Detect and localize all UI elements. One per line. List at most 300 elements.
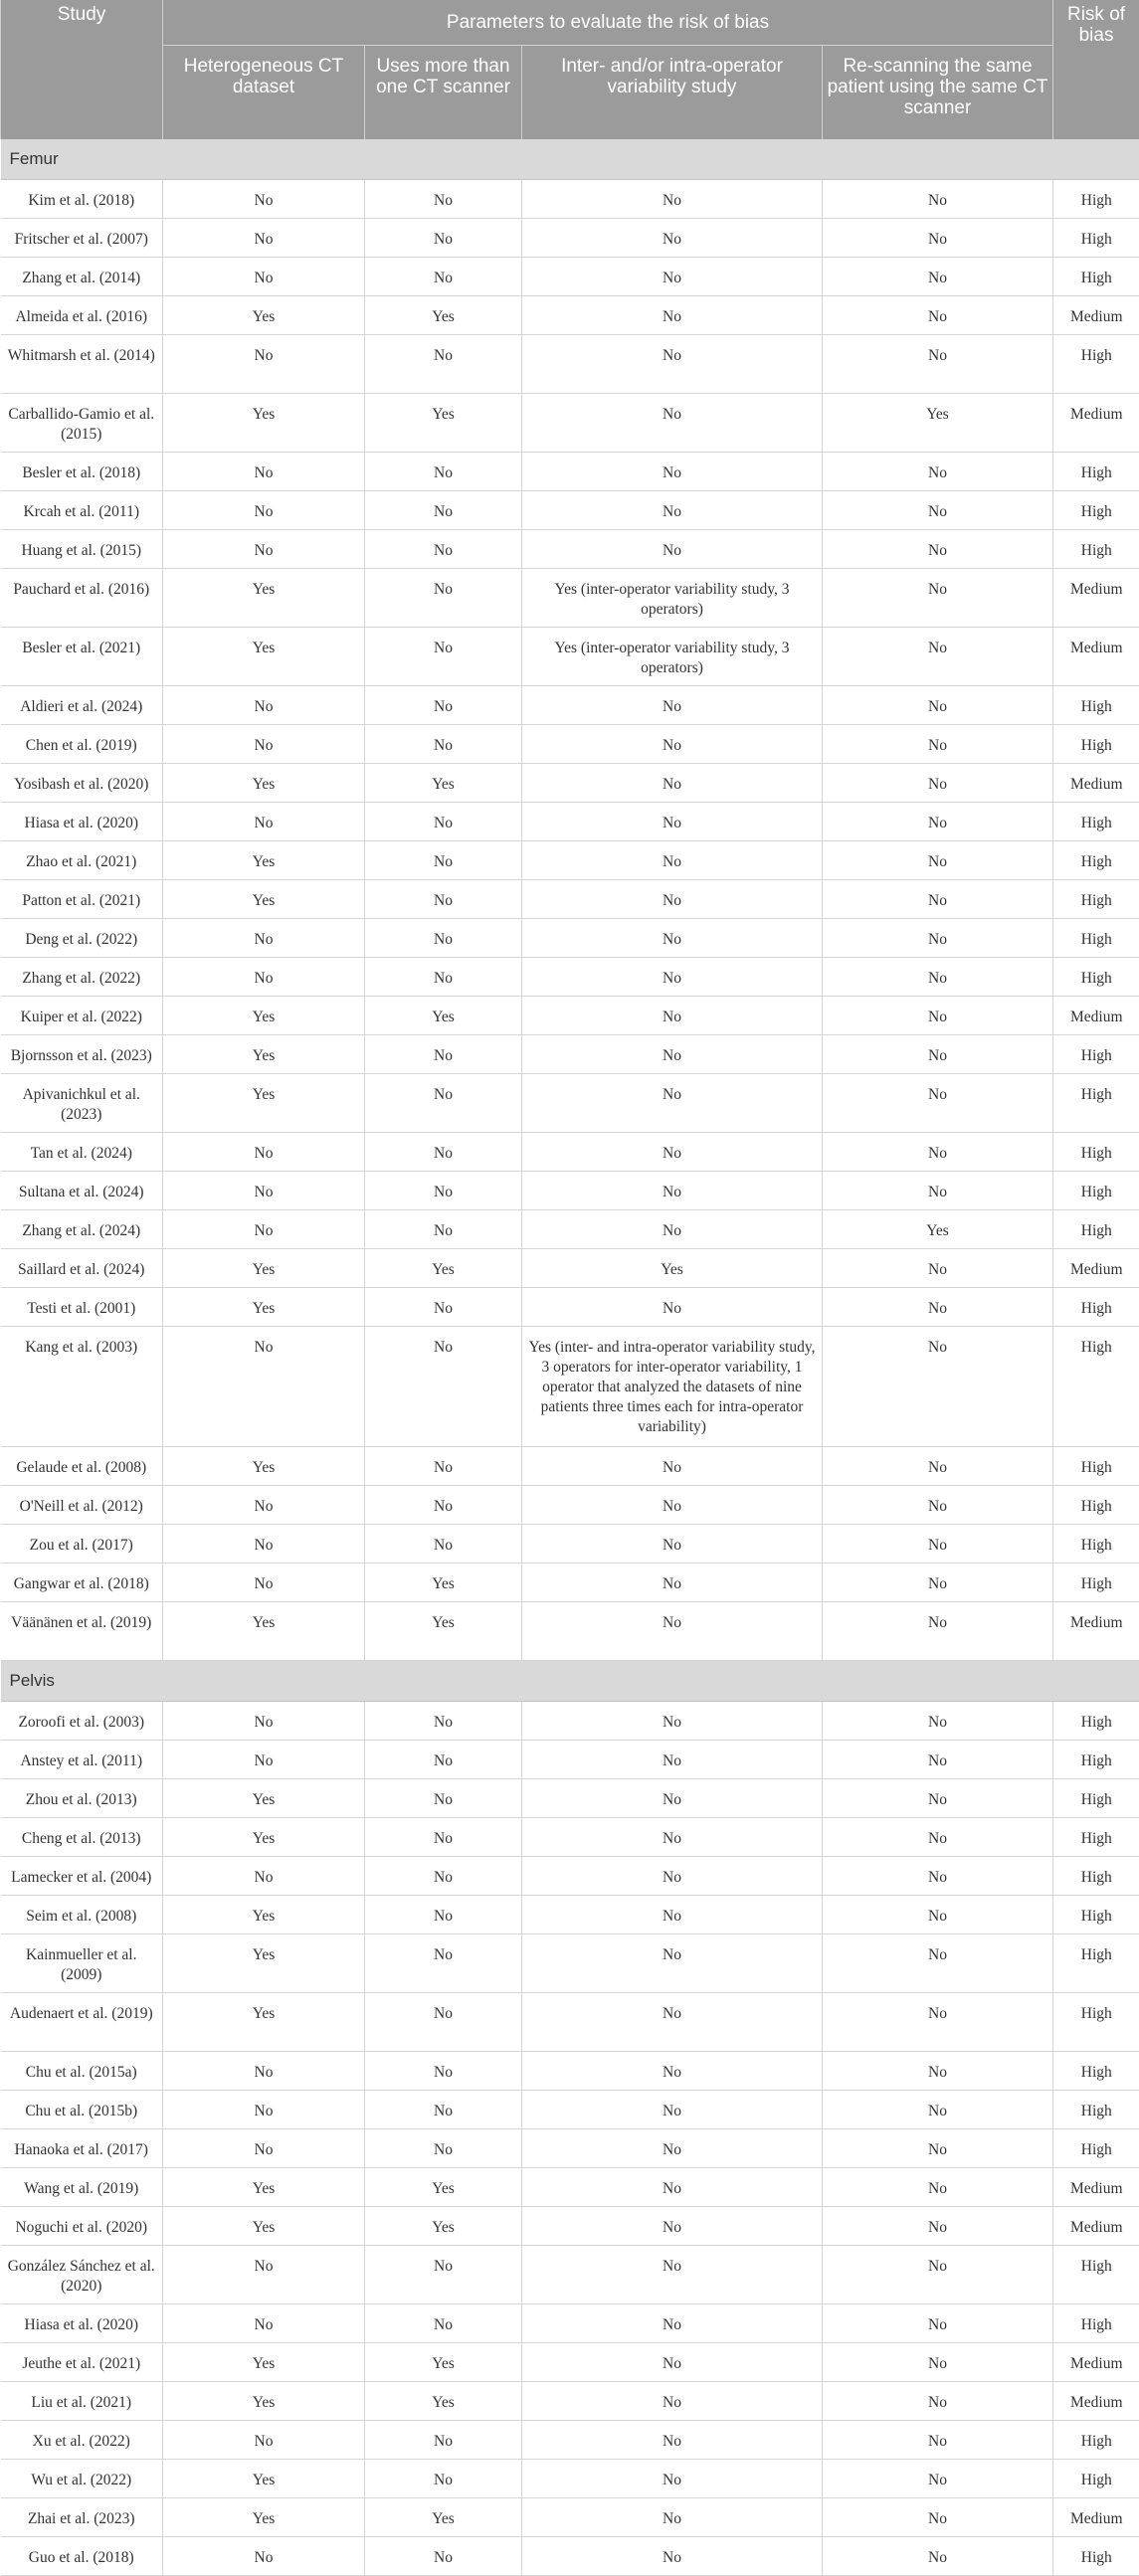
scanners-cell: No xyxy=(365,2420,522,2459)
table-row xyxy=(1,1601,1139,1660)
scanners-cell: No xyxy=(365,257,522,295)
variability-cell: No xyxy=(522,1132,823,1171)
table-row xyxy=(1,1817,1139,1856)
study-cell: Besler et al. (2018) xyxy=(1,452,163,490)
variability-cell: No xyxy=(522,218,823,257)
rescanning-cell: No xyxy=(823,295,1053,334)
rescanning-cell: No xyxy=(823,1485,1053,1524)
table-row xyxy=(1,2206,1139,2245)
rescanning-cell: No xyxy=(823,1132,1053,1171)
study-cell: Bjornsson et al. (2023) xyxy=(1,1034,163,1073)
scanners-cell: No xyxy=(365,2128,522,2167)
rescanning-cell: No xyxy=(823,2342,1053,2381)
heterogeneous-cell: No xyxy=(163,1701,365,1740)
scanners-cell: No xyxy=(365,2459,522,2497)
heterogeneous-cell: No xyxy=(163,1563,365,1601)
variability-cell: No xyxy=(522,1817,823,1856)
scanners-cell: No xyxy=(365,1132,522,1171)
scanners-cell: No xyxy=(365,1034,522,1073)
heterogeneous-cell: No xyxy=(163,2420,365,2459)
risk-cell: High xyxy=(1053,490,1139,529)
rescanning-cell: No xyxy=(823,2497,1053,2536)
study-cell: Zou et al. (2017) xyxy=(1,1524,163,1563)
study-cell: Whitmarsh et al. (2014) xyxy=(1,334,163,393)
variability-cell: Yes xyxy=(522,1248,823,1287)
scanners-cell: No xyxy=(365,627,522,685)
study-cell: Audenaert et al. (2019) xyxy=(1,1992,163,2051)
risk-cell: High xyxy=(1053,529,1139,568)
variability-cell: No xyxy=(522,1933,823,1992)
table-row xyxy=(1,802,1139,840)
table-row xyxy=(1,490,1139,529)
header-risk-of-bias: Risk of bias xyxy=(1053,0,1139,139)
table-row xyxy=(1,1740,1139,1778)
scanners-cell: No xyxy=(365,1287,522,1326)
variability-cell: No xyxy=(522,2342,823,2381)
variability-cell: No xyxy=(522,334,823,393)
table-row xyxy=(1,2051,1139,2090)
heterogeneous-cell: Yes xyxy=(163,1073,365,1132)
heterogeneous-cell: Yes xyxy=(163,568,365,627)
heterogeneous-cell: Yes xyxy=(163,1248,365,1287)
risk-cell: High xyxy=(1053,1485,1139,1524)
study-cell: Pauchard et al. (2016) xyxy=(1,568,163,627)
table-row xyxy=(1,2167,1139,2206)
scanners-cell: No xyxy=(365,1073,522,1132)
risk-cell: High xyxy=(1053,1326,1139,1446)
study-cell: Zoroofi et al. (2003) xyxy=(1,1701,163,1740)
study-cell: Xu et al. (2022) xyxy=(1,2420,163,2459)
scanners-cell: No xyxy=(365,529,522,568)
scanners-cell: Yes xyxy=(365,1563,522,1601)
risk-cell: High xyxy=(1053,1446,1139,1485)
rescanning-cell: No xyxy=(823,2420,1053,2459)
risk-cell: Medium xyxy=(1053,2342,1139,2381)
study-cell: Lamecker et al. (2004) xyxy=(1,1856,163,1895)
scanners-cell: No xyxy=(365,2303,522,2342)
rescanning-cell: No xyxy=(823,1817,1053,1856)
heterogeneous-cell: No xyxy=(163,529,365,568)
scanners-cell: No xyxy=(365,490,522,529)
table-row xyxy=(1,218,1139,257)
study-cell: Sultana et al. (2024) xyxy=(1,1171,163,1209)
heterogeneous-cell: No xyxy=(163,490,365,529)
table-header xyxy=(1,0,1139,139)
table-row xyxy=(1,2342,1139,2381)
rescanning-cell: No xyxy=(823,2381,1053,2420)
scanners-cell: Yes xyxy=(365,2206,522,2245)
heterogeneous-cell: No xyxy=(163,218,365,257)
risk-cell: High xyxy=(1053,879,1139,918)
study-cell: Aldieri et al. (2024) xyxy=(1,685,163,724)
section-row xyxy=(1,139,1139,180)
rescanning-cell: No xyxy=(823,685,1053,724)
study-cell: Zhou et al. (2013) xyxy=(1,1778,163,1817)
study-cell: Anstey et al. (2011) xyxy=(1,1740,163,1778)
rescanning-cell: No xyxy=(823,2128,1053,2167)
table-row xyxy=(1,840,1139,879)
study-cell: Hiasa et al. (2020) xyxy=(1,802,163,840)
variability-cell: No xyxy=(522,2459,823,2497)
table-row xyxy=(1,627,1139,685)
variability-cell: No xyxy=(522,1287,823,1326)
study-cell: Patton et al. (2021) xyxy=(1,879,163,918)
heterogeneous-cell: Yes xyxy=(163,2167,365,2206)
table-row xyxy=(1,1171,1139,1209)
variability-cell: No xyxy=(522,2420,823,2459)
rescanning-cell: No xyxy=(823,802,1053,840)
rescanning-cell: No xyxy=(823,1740,1053,1778)
variability-cell: No xyxy=(522,1563,823,1601)
risk-cell: High xyxy=(1053,802,1139,840)
heterogeneous-cell: No xyxy=(163,2090,365,2128)
heterogeneous-cell: Yes xyxy=(163,393,365,452)
study-cell: Hiasa et al. (2020) xyxy=(1,2303,163,2342)
study-cell: Zhai et al. (2023) xyxy=(1,2497,163,2536)
scanners-cell: No xyxy=(365,802,522,840)
heterogeneous-cell: Yes xyxy=(163,1817,365,1856)
study-cell: Noguchi et al. (2020) xyxy=(1,2206,163,2245)
heterogeneous-cell: No xyxy=(163,918,365,957)
study-cell: Almeida et al. (2016) xyxy=(1,295,163,334)
risk-cell: Medium xyxy=(1053,2497,1139,2536)
risk-cell: Medium xyxy=(1053,763,1139,802)
risk-cell: High xyxy=(1053,2420,1139,2459)
rescanning-cell: No xyxy=(823,2051,1053,2090)
risk-cell: Medium xyxy=(1053,1248,1139,1287)
study-cell: Väänänen et al. (2019) xyxy=(1,1601,163,1660)
heterogeneous-cell: No xyxy=(163,724,365,763)
risk-cell: High xyxy=(1053,1171,1139,1209)
table-row xyxy=(1,2245,1139,2303)
table-row xyxy=(1,685,1139,724)
variability-cell: No xyxy=(522,179,823,218)
variability-cell: No xyxy=(522,2303,823,2342)
variability-cell: No xyxy=(522,393,823,452)
heterogeneous-cell: No xyxy=(163,957,365,996)
scanners-cell: No xyxy=(365,1778,522,1817)
study-cell: Seim et al. (2008) xyxy=(1,1895,163,1933)
scanners-cell: Yes xyxy=(365,2381,522,2420)
study-cell: Wang et al. (2019) xyxy=(1,2167,163,2206)
heterogeneous-cell: No xyxy=(163,179,365,218)
risk-cell: High xyxy=(1053,452,1139,490)
risk-cell: High xyxy=(1053,918,1139,957)
heterogeneous-cell: No xyxy=(163,2303,365,2342)
heterogeneous-cell: No xyxy=(163,1171,365,1209)
scanners-cell: No xyxy=(365,1485,522,1524)
rescanning-cell: No xyxy=(823,568,1053,627)
rescanning-cell: No xyxy=(823,1701,1053,1740)
table-row xyxy=(1,1524,1139,1563)
variability-cell: No xyxy=(522,490,823,529)
scanners-cell: No xyxy=(365,724,522,763)
risk-cell: High xyxy=(1053,1034,1139,1073)
study-cell: Krcah et al. (2011) xyxy=(1,490,163,529)
scanners-cell: No xyxy=(365,1446,522,1485)
scanners-cell: No xyxy=(365,1701,522,1740)
scanners-cell: No xyxy=(365,685,522,724)
study-cell: Apivanichkul et al. (2023) xyxy=(1,1073,163,1132)
scanners-cell: No xyxy=(365,1740,522,1778)
variability-cell: No xyxy=(522,918,823,957)
scanners-cell: No xyxy=(365,1209,522,1248)
variability-cell: No xyxy=(522,2167,823,2206)
scanners-cell: No xyxy=(365,2051,522,2090)
rescanning-cell: No xyxy=(823,1446,1053,1485)
table-row xyxy=(1,1563,1139,1601)
rescanning-cell: No xyxy=(823,1524,1053,1563)
table-row xyxy=(1,1701,1139,1740)
risk-cell: High xyxy=(1053,1073,1139,1132)
rescanning-cell: No xyxy=(823,1563,1053,1601)
rescanning-cell: No xyxy=(823,1326,1053,1446)
table-row xyxy=(1,2459,1139,2497)
section-row xyxy=(1,1660,1139,1701)
variability-cell: Yes (inter-operator variability study, 3 operators) xyxy=(522,627,823,685)
study-cell: González Sánchez et al. (2020) xyxy=(1,2245,163,2303)
table-row xyxy=(1,1209,1139,1248)
scanners-cell: No xyxy=(365,1895,522,1933)
risk-cell: High xyxy=(1053,1856,1139,1895)
scanners-cell: No xyxy=(365,2245,522,2303)
rescanning-cell: No xyxy=(823,179,1053,218)
scanners-cell: No xyxy=(365,2090,522,2128)
table-row xyxy=(1,1933,1139,1992)
heterogeneous-cell: No xyxy=(163,1856,365,1895)
section-title: Pelvis xyxy=(1,1660,1139,1701)
table-row xyxy=(1,1248,1139,1287)
risk-cell: High xyxy=(1053,1817,1139,1856)
risk-cell: High xyxy=(1053,1287,1139,1326)
heterogeneous-cell: Yes xyxy=(163,879,365,918)
rescanning-cell: No xyxy=(823,627,1053,685)
risk-cell: High xyxy=(1053,2245,1139,2303)
variability-cell: No xyxy=(522,1778,823,1817)
variability-cell: No xyxy=(522,996,823,1034)
scanners-cell: No xyxy=(365,918,522,957)
risk-cell: Medium xyxy=(1053,996,1139,1034)
scanners-cell: No xyxy=(365,179,522,218)
heterogeneous-cell: No xyxy=(163,1326,365,1446)
scanners-cell: No xyxy=(365,1326,522,1446)
variability-cell: No xyxy=(522,1446,823,1485)
variability-cell: No xyxy=(522,879,823,918)
rescanning-cell: No xyxy=(823,840,1053,879)
risk-cell: High xyxy=(1053,957,1139,996)
rescanning-cell: No xyxy=(823,1856,1053,1895)
risk-cell: High xyxy=(1053,840,1139,879)
variability-cell: No xyxy=(522,1485,823,1524)
heterogeneous-cell: Yes xyxy=(163,2206,365,2245)
risk-cell: Medium xyxy=(1053,627,1139,685)
rescanning-cell: No xyxy=(823,2245,1053,2303)
rescanning-cell: No xyxy=(823,724,1053,763)
heterogeneous-cell: No xyxy=(163,257,365,295)
table-body xyxy=(1,139,1139,2576)
study-cell: Huang et al. (2015) xyxy=(1,529,163,568)
heterogeneous-cell: Yes xyxy=(163,1034,365,1073)
scanners-cell: No xyxy=(365,879,522,918)
risk-cell: High xyxy=(1053,2051,1139,2090)
rescanning-cell: No xyxy=(823,957,1053,996)
study-cell: Besler et al. (2021) xyxy=(1,627,163,685)
risk-cell: High xyxy=(1053,2536,1139,2575)
table-row xyxy=(1,1446,1139,1485)
heterogeneous-cell: No xyxy=(163,1132,365,1171)
study-cell: Hanaoka et al. (2017) xyxy=(1,2128,163,2167)
heterogeneous-cell: Yes xyxy=(163,1778,365,1817)
heterogeneous-cell: Yes xyxy=(163,2497,365,2536)
rescanning-cell: No xyxy=(823,490,1053,529)
study-cell: Kuiper et al. (2022) xyxy=(1,996,163,1034)
heterogeneous-cell: No xyxy=(163,2051,365,2090)
risk-cell: High xyxy=(1053,218,1139,257)
variability-cell: No xyxy=(522,802,823,840)
rescanning-cell: Yes xyxy=(823,393,1053,452)
variability-cell: No xyxy=(522,452,823,490)
rescanning-cell: No xyxy=(823,1933,1053,1992)
study-cell: Zhang et al. (2014) xyxy=(1,257,163,295)
scanners-cell: No xyxy=(365,1933,522,1992)
study-cell: Kainmueller et al. (2009) xyxy=(1,1933,163,1992)
heterogeneous-cell: Yes xyxy=(163,763,365,802)
table-row xyxy=(1,393,1139,452)
table-row xyxy=(1,1326,1139,1446)
variability-cell: Yes (inter-operator variability study, 3 operators) xyxy=(522,568,823,627)
table-row xyxy=(1,2536,1139,2575)
heterogeneous-cell: Yes xyxy=(163,1992,365,2051)
study-cell: Deng et al. (2022) xyxy=(1,918,163,957)
scanners-cell: Yes xyxy=(365,2167,522,2206)
variability-cell: No xyxy=(522,2536,823,2575)
rescanning-cell: No xyxy=(823,218,1053,257)
table-row xyxy=(1,996,1139,1034)
risk-cell: High xyxy=(1053,1209,1139,1248)
table-row xyxy=(1,1778,1139,1817)
variability-cell: No xyxy=(522,763,823,802)
table-row xyxy=(1,295,1139,334)
scanners-cell: No xyxy=(365,1992,522,2051)
header-parameters: Parameters to evaluate the risk of bias xyxy=(163,0,1053,46)
heterogeneous-cell: No xyxy=(163,1740,365,1778)
variability-cell: No xyxy=(522,1740,823,1778)
study-cell: Chu et al. (2015b) xyxy=(1,2090,163,2128)
scanners-cell: No xyxy=(365,334,522,393)
table-row xyxy=(1,2381,1139,2420)
study-cell: Zhang et al. (2024) xyxy=(1,1209,163,1248)
variability-cell: No xyxy=(522,529,823,568)
scanners-cell: No xyxy=(365,1817,522,1856)
study-cell: Fritscher et al. (2007) xyxy=(1,218,163,257)
heterogeneous-cell: Yes xyxy=(163,2459,365,2497)
heterogeneous-cell: Yes xyxy=(163,1895,365,1933)
heterogeneous-cell: Yes xyxy=(163,2381,365,2420)
rescanning-cell: No xyxy=(823,2167,1053,2206)
risk-cell: High xyxy=(1053,1740,1139,1778)
rescanning-cell: No xyxy=(823,1248,1053,1287)
heterogeneous-cell: No xyxy=(163,2245,365,2303)
heterogeneous-cell: No xyxy=(163,1485,365,1524)
variability-cell: No xyxy=(522,840,823,879)
scanners-cell: Yes xyxy=(365,1248,522,1287)
variability-cell: No xyxy=(522,1209,823,1248)
risk-cell: High xyxy=(1053,1895,1139,1933)
table-row xyxy=(1,1485,1139,1524)
table-row xyxy=(1,724,1139,763)
heterogeneous-cell: No xyxy=(163,334,365,393)
scanners-cell: No xyxy=(365,1856,522,1895)
study-cell: Guo et al. (2018) xyxy=(1,2536,163,2575)
variability-cell: No xyxy=(522,1171,823,1209)
heterogeneous-cell: No xyxy=(163,452,365,490)
study-cell: Cheng et al. (2013) xyxy=(1,1817,163,1856)
heterogeneous-cell: No xyxy=(163,2536,365,2575)
study-cell: Gelaude et al. (2008) xyxy=(1,1446,163,1485)
rescanning-cell: No xyxy=(823,1171,1053,1209)
heterogeneous-cell: Yes xyxy=(163,627,365,685)
variability-cell: No xyxy=(522,2206,823,2245)
rescanning-cell: No xyxy=(823,2303,1053,2342)
study-cell: Gangwar et al. (2018) xyxy=(1,1563,163,1601)
header-heterogeneous-ct-dataset: Heterogeneous CT dataset xyxy=(163,46,365,139)
rescanning-cell: Yes xyxy=(823,1209,1053,1248)
rescanning-cell: No xyxy=(823,1073,1053,1132)
risk-cell: Medium xyxy=(1053,2167,1139,2206)
heterogeneous-cell: No xyxy=(163,1209,365,1248)
scanners-cell: No xyxy=(365,1524,522,1563)
risk-cell: High xyxy=(1053,2459,1139,2497)
rescanning-cell: No xyxy=(823,1287,1053,1326)
table-row xyxy=(1,2090,1139,2128)
risk-cell: Medium xyxy=(1053,1601,1139,1660)
scanners-cell: No xyxy=(365,568,522,627)
rescanning-cell: No xyxy=(823,918,1053,957)
rescanning-cell: No xyxy=(823,763,1053,802)
variability-cell: No xyxy=(522,1034,823,1073)
table-row xyxy=(1,1856,1139,1895)
header-multiple-ct-scanners: Uses more than one CT scanner xyxy=(365,46,522,139)
scanners-cell: No xyxy=(365,840,522,879)
heterogeneous-cell: Yes xyxy=(163,996,365,1034)
study-cell: Saillard et al. (2024) xyxy=(1,1248,163,1287)
rescanning-cell: No xyxy=(823,2206,1053,2245)
risk-cell: High xyxy=(1053,179,1139,218)
rescanning-cell: No xyxy=(823,2536,1053,2575)
table-row xyxy=(1,257,1139,295)
scanners-cell: No xyxy=(365,957,522,996)
study-cell: Chen et al. (2019) xyxy=(1,724,163,763)
rescanning-cell: No xyxy=(823,334,1053,393)
study-cell: Zhang et al. (2022) xyxy=(1,957,163,996)
rescanning-cell: No xyxy=(823,879,1053,918)
scanners-cell: Yes xyxy=(365,2497,522,2536)
rescanning-cell: No xyxy=(823,1034,1053,1073)
rescanning-cell: No xyxy=(823,2459,1053,2497)
heterogeneous-cell: No xyxy=(163,802,365,840)
scanners-cell: No xyxy=(365,2536,522,2575)
scanners-cell: No xyxy=(365,452,522,490)
table-row xyxy=(1,1132,1139,1171)
risk-cell: High xyxy=(1053,1524,1139,1563)
heterogeneous-cell: Yes xyxy=(163,1287,365,1326)
header-operator-variability: Inter- and/or intra-operator variability study xyxy=(522,46,823,139)
scanners-cell: No xyxy=(365,218,522,257)
variability-cell: No xyxy=(522,2497,823,2536)
variability-cell: No xyxy=(522,1856,823,1895)
risk-cell: High xyxy=(1053,334,1139,393)
variability-cell: Yes (inter- and intra-operator variability study, 3 operators for inter-operator variability, 1 operator that analyzed the datasets of nine patients three times each for intra-operator variability) xyxy=(522,1326,823,1446)
